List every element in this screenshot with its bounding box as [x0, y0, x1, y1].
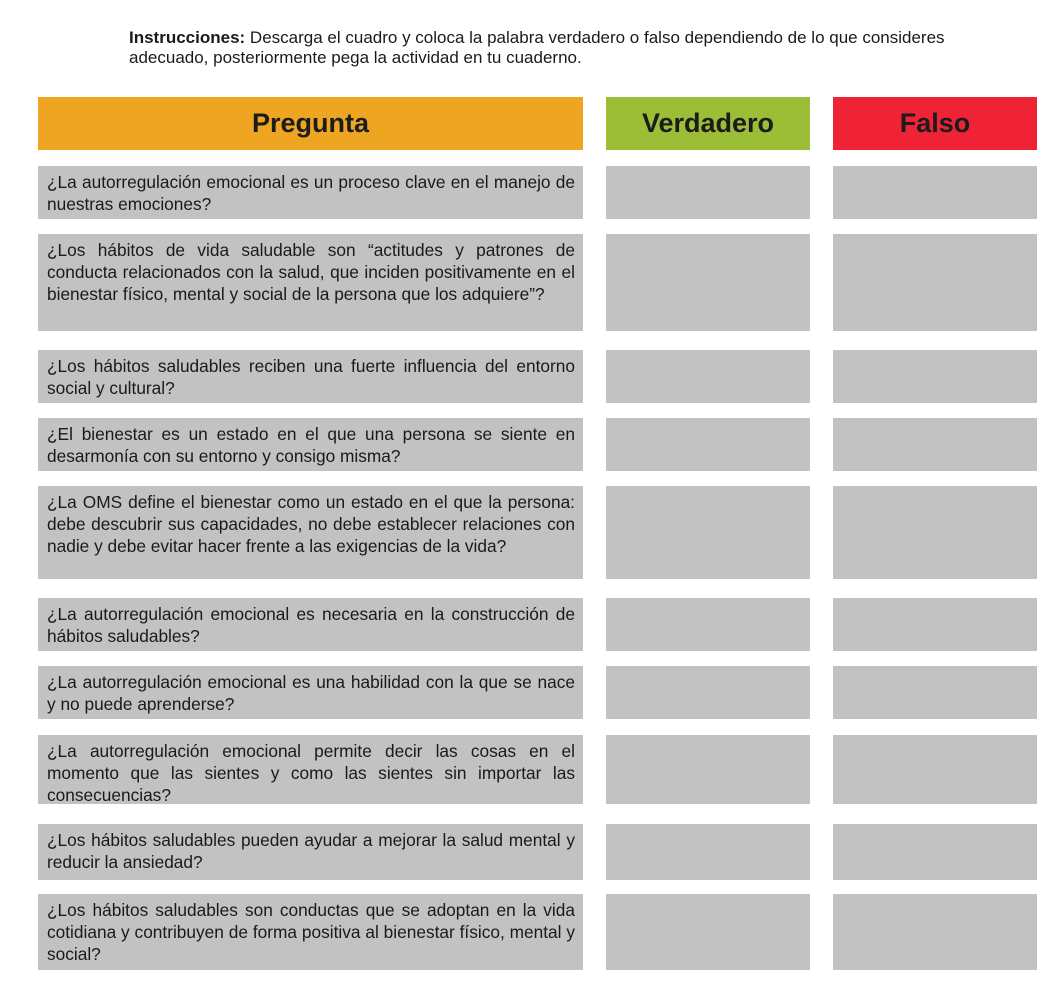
table-row: [0, 735, 1056, 804]
header-question: Pregunta: [38, 97, 583, 150]
question-cell: ¿Los hábitos saludables reciben una fuerte influencia del entorno social y cultural?: [38, 350, 583, 403]
table-row: [0, 486, 1056, 579]
table-row: [0, 234, 1056, 331]
table-row: [0, 824, 1056, 880]
true-answer-cell[interactable]: [606, 418, 810, 471]
table-row: [0, 598, 1056, 651]
false-answer-cell[interactable]: [833, 894, 1037, 970]
false-answer-cell[interactable]: [833, 824, 1037, 880]
header-false: Falso: [833, 97, 1037, 150]
table-row: [0, 166, 1056, 219]
question-cell: ¿El bienestar es un estado en el que una persona se siente en desarmonía con su entorno y consigo misma?: [38, 418, 583, 471]
question-cell: ¿Los hábitos saludables son conductas que se adoptan en la vida cotidiana y contribuyen de forma positiva al bienestar físico, mental y social?: [38, 894, 583, 970]
true-answer-cell[interactable]: [606, 350, 810, 403]
false-answer-cell[interactable]: [833, 166, 1037, 219]
false-answer-cell[interactable]: [833, 234, 1037, 331]
true-answer-cell[interactable]: [606, 894, 810, 970]
false-answer-cell[interactable]: [833, 418, 1037, 471]
table-row: [0, 666, 1056, 719]
table-row: [0, 418, 1056, 471]
question-cell: ¿Los hábitos de vida saludable son “actitudes y patrones de conducta relacionados con la salud, que inciden positivamente en el bienestar físico, mental y social de la persona que los adquiere”?: [38, 234, 583, 331]
instructions: [129, 28, 959, 68]
false-answer-cell[interactable]: [833, 350, 1037, 403]
false-answer-cell[interactable]: [833, 666, 1037, 719]
question-cell: ¿La autorregulación emocional es necesaria en la construcción de hábitos saludables?: [38, 598, 583, 651]
true-answer-cell[interactable]: [606, 166, 810, 219]
question-cell: ¿La OMS define el bienestar como un estado en el que la persona: debe descubrir sus capacidades, no debe establecer relaciones con nadie y debe evitar hacer frente a las exigencias de la vida?: [38, 486, 583, 579]
false-answer-cell[interactable]: [833, 486, 1037, 579]
table-row: [0, 894, 1056, 970]
true-answer-cell[interactable]: [606, 824, 810, 880]
instructions-label: Instrucciones:: [129, 28, 246, 47]
true-answer-cell[interactable]: [606, 666, 810, 719]
instructions-text: Descarga el cuadro y coloca la palabra verdadero o falso dependiendo de lo que consideres adecuado, posteriormente pega la actividad en tu cuaderno.: [129, 28, 945, 67]
false-answer-cell[interactable]: [833, 735, 1037, 804]
table-row: [0, 350, 1056, 403]
false-answer-cell[interactable]: [833, 598, 1037, 651]
question-cell: ¿La autorregulación emocional es una habilidad con la que se nace y no puede aprenderse?: [38, 666, 583, 719]
header-true: Verdadero: [606, 97, 810, 150]
true-answer-cell[interactable]: [606, 486, 810, 579]
true-answer-cell[interactable]: [606, 598, 810, 651]
question-cell: ¿La autorregulación emocional es un proceso clave en el manejo de nuestras emociones?: [38, 166, 583, 219]
question-cell: ¿Los hábitos saludables pueden ayudar a mejorar la salud mental y reducir la ansiedad?: [38, 824, 583, 880]
true-answer-cell[interactable]: [606, 234, 810, 331]
question-cell: ¿La autorregulación emocional permite decir las cosas en el momento que las sientes y como las sientes sin importar las consecuencias?: [38, 735, 583, 804]
true-answer-cell[interactable]: [606, 735, 810, 804]
